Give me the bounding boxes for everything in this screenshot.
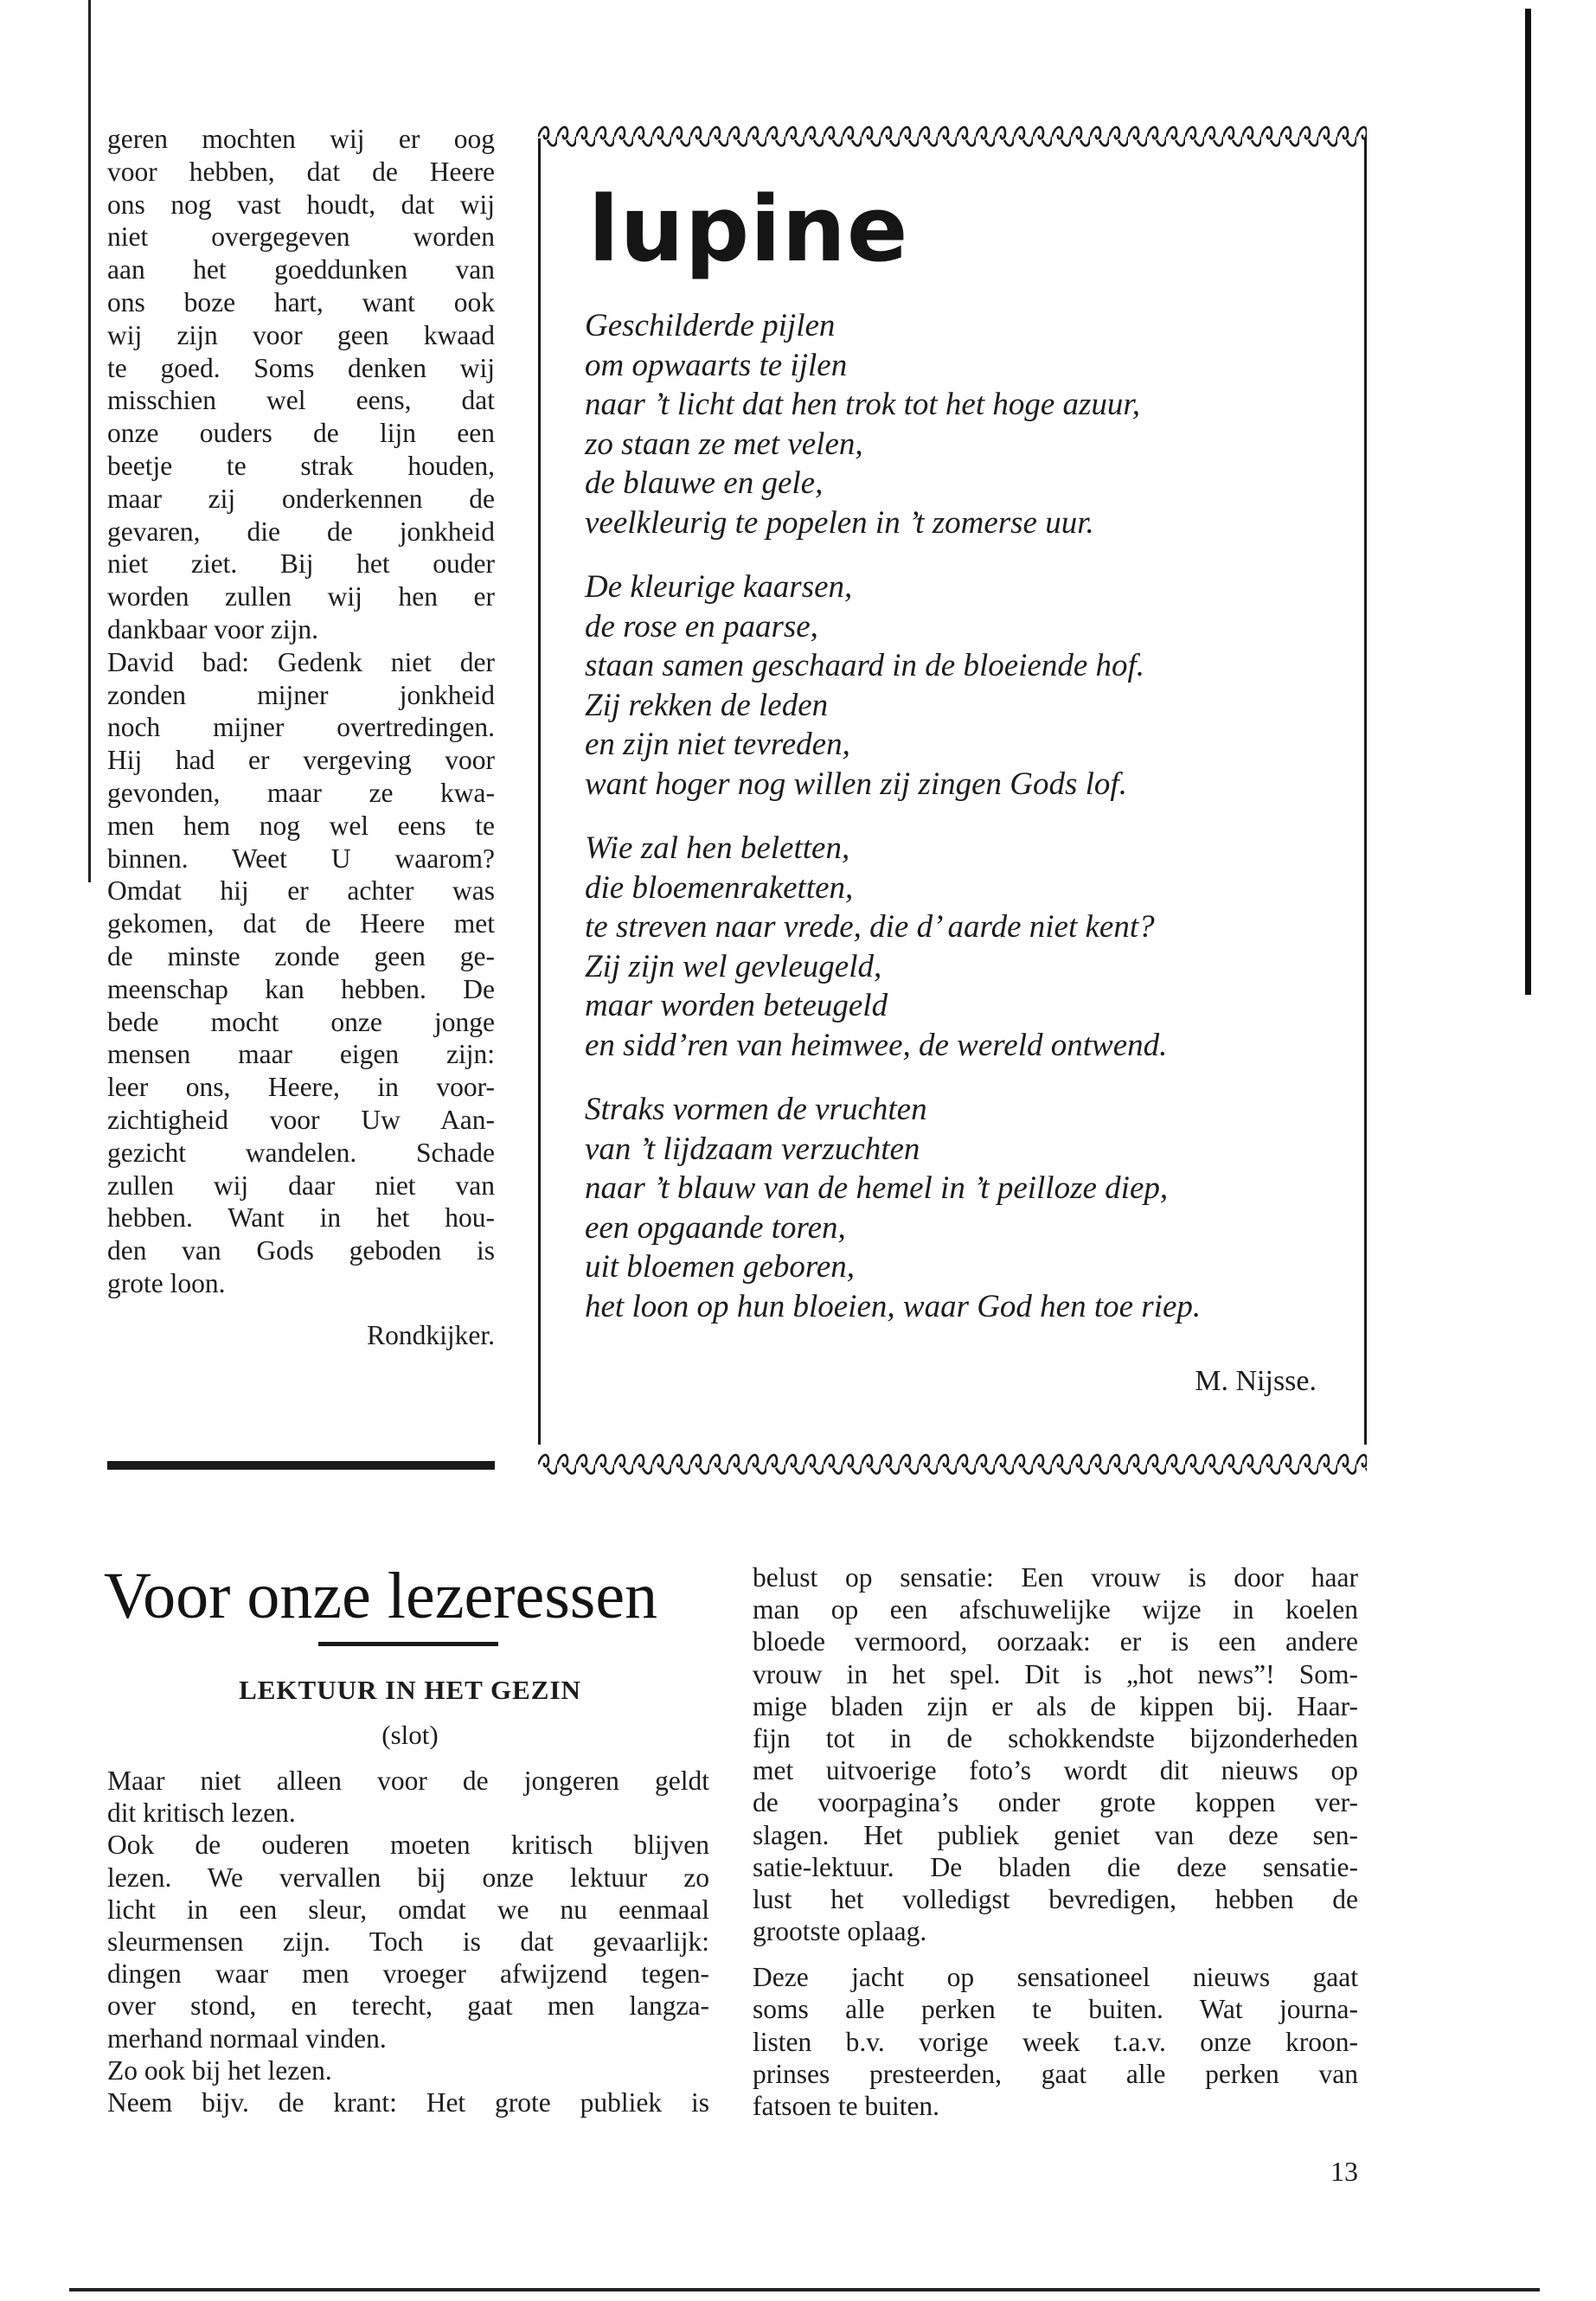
text-line: geren mochten wij er oog — [107, 124, 495, 154]
poem-title: lupine — [588, 176, 909, 282]
poem-line: zo staan ze met velen, — [585, 426, 863, 462]
text-line: ons nog vast houdt, dat wij — [107, 189, 495, 220]
text-line: den van Gods geboden is — [107, 1235, 495, 1266]
poem-line: want hoger nog willen zij zingen Gods lof. — [585, 766, 1127, 802]
text-line: belust op sensatie: Een vrouw is door haar — [753, 1562, 1358, 1593]
article-subheading: LEKTUUR IN HET GEZIN — [239, 1675, 581, 1705]
poem-line: een opgaande toren, — [585, 1209, 846, 1246]
poem-stanza — [585, 306, 1346, 542]
text-line: bloede vermoord, oorzaak: er is een andere — [753, 1626, 1358, 1657]
text-line: zullen wij daar niet van — [107, 1170, 495, 1201]
text-line: listen b.v. vorige week t.a.v. onze kroon- — [753, 2026, 1358, 2057]
text-line: onze ouders de lijn een — [107, 418, 495, 449]
text-line: Hij had er vergeving voor — [107, 745, 495, 776]
text-line: ons boze hart, want ook — [107, 286, 495, 317]
text-line: aan het goeddunken van — [107, 254, 495, 285]
text-line: te goed. Soms denken wij — [107, 352, 495, 383]
text-line: merhand normaal vinden. — [107, 2022, 387, 2054]
text-line: fijn tot in de schokkendste bijzonderheden — [753, 1722, 1358, 1753]
text-line: grootste oplaag. — [753, 1916, 927, 1947]
text-line: slagen. Het publiek geniet van deze sen- — [753, 1819, 1358, 1850]
article-title: Voor onze lezeressen — [104, 1560, 658, 1632]
scan-edge-left — [88, 0, 91, 882]
poem-body — [585, 306, 1346, 1351]
text-line: meenschap kan hebben. De — [107, 973, 495, 1004]
text-line: de voorpagina’s onder grote koppen ver- — [753, 1787, 1358, 1818]
text-line: licht in een sleur, omdat we nu eenmaal — [107, 1894, 709, 1925]
poem-line: naar ’t licht dat hen trok tot het hoge azuur, — [585, 387, 1140, 422]
text-line: niet ziet. Bij het ouder — [107, 548, 495, 580]
text-line: Omdat hij er achter was — [107, 875, 495, 907]
poem-line: naar ’t blauw van de hemel in ’t peilloze diep, — [585, 1170, 1169, 1206]
text-line: voor hebben, dat de Heere — [107, 156, 495, 187]
article-part-label: (slot) — [381, 1720, 439, 1750]
text-line: beetje te strak houden, — [107, 450, 495, 481]
text-line: worden zullen wij hen er — [107, 581, 495, 612]
scan-edge-bottom — [69, 2288, 1540, 2291]
poem-line: staan samen geschaard in de bloeiende hof. — [585, 648, 1145, 683]
poem-line: om opwaarts te ijlen — [585, 347, 848, 383]
text-line: gevaren, die de jonkheid — [107, 516, 495, 547]
poem-line: Zij rekken de leden — [585, 687, 829, 723]
text-line: Deze jacht op sensationeel nieuws gaat — [753, 1962, 1358, 1993]
scan-edge-right — [1525, 9, 1531, 995]
text-line: noch mijner overtredingen. — [107, 712, 495, 743]
page-number: 13 — [1330, 2156, 1358, 2187]
text-line: Ook de ouderen moeten kritisch blijven — [107, 1830, 709, 1861]
text-line: binnen. Weet U waarom? — [107, 843, 495, 874]
text-line: lust het volledigst bevredigen, hebben de — [753, 1883, 1358, 1914]
text-line: mige bladen zijn er als de kippen bij. Haar- — [753, 1690, 1358, 1721]
text-line: wij zijn voor geen kwaad — [107, 319, 495, 350]
text-line: de minste zonde geen ge- — [107, 940, 495, 971]
column-end-rule — [107, 1461, 495, 1470]
poem-author: M. Nijsse. — [1195, 1365, 1317, 1397]
poem-line: en zijn niet tevreden, — [585, 727, 850, 762]
left-column-text — [107, 123, 495, 1351]
poem-line: en sidd’ren van heimwee, de wereld ontwend. — [585, 1027, 1168, 1063]
ornamental-border-bottom — [538, 1449, 1367, 1480]
text-line: hebben. Want in het hou- — [107, 1202, 495, 1234]
text-line: niet overgegeven worden — [107, 221, 495, 253]
text-line: sleurmensen zijn. Toch is dat gevaarlijk: — [107, 1926, 709, 1957]
text-line: gezicht wandelen. Schade — [107, 1137, 495, 1168]
poem-line: de rose en paarse, — [585, 608, 818, 644]
title-underline — [318, 1642, 498, 1646]
text-line: fatsoen te buiten. — [753, 2091, 940, 2121]
text-line: gevonden, maar ze kwa- — [107, 777, 495, 808]
poem-stanza — [585, 567, 1346, 804]
poem-line: Straks vormen de vruchten — [585, 1092, 927, 1127]
text-line: over stond, en terecht, gaat men langza- — [107, 1990, 709, 2022]
article-right-column — [753, 1561, 1358, 2122]
text-line: Maar niet alleen voor de jongeren geldt — [107, 1766, 709, 1796]
poem-line: Zij zijn wel gevleugeld, — [585, 948, 882, 984]
poem-line: de blauwe en gele, — [585, 465, 824, 501]
text-line: prinses presteerden, gaat alle perken van — [753, 2058, 1358, 2089]
poem-line: het loon op hun bloeien, waar God hen toe riep. — [585, 1288, 1202, 1324]
text-line: grote loon. — [107, 1267, 226, 1298]
poem-line: maar worden beteugeld — [585, 988, 888, 1023]
text-line: leer ons, Heere, in voor- — [107, 1072, 495, 1103]
poem-line: uit bloemen geboren, — [585, 1249, 856, 1285]
ornamental-border-top — [538, 121, 1367, 152]
text-line: zonden mijner jonkheid — [107, 679, 495, 710]
poem-line: van ’t lijdzaam verzuchten — [585, 1131, 920, 1167]
signature: Rondkijker. — [367, 1319, 495, 1350]
poem-stanza — [585, 1090, 1346, 1326]
poem-line: Geschilderde pijlen — [585, 308, 836, 343]
text-line: Zo ook bij het lezen. — [107, 2054, 332, 2086]
text-line: met uitvoerige foto’s wordt dit nieuws op — [753, 1755, 1358, 1786]
text-line: gekomen, dat de Heere met — [107, 908, 495, 939]
poem-line: veelkleurig te popelen in ’t zomerse uur. — [585, 504, 1094, 541]
text-line: satie-lektuur. De bladen die deze sensatie- — [753, 1851, 1358, 1882]
text-line: zichtigheid voor Uw Aan- — [107, 1104, 495, 1135]
text-line: lezen. We vervallen bij onze lektuur zo — [107, 1862, 709, 1893]
paragraph-gap — [753, 1947, 1358, 1961]
article-left-column — [107, 1765, 709, 2118]
text-line: bede mocht onze jonge — [107, 1006, 495, 1037]
text-line: maar zij onderkennen de — [107, 483, 495, 514]
text-line: mensen maar eigen zijn: — [107, 1039, 495, 1070]
poem-line: De kleurige kaarsen, — [585, 569, 853, 605]
text-line: soms alle perken te buiten. Wat journa- — [753, 1994, 1358, 2025]
text-line: dankbaar voor zijn. — [107, 613, 319, 644]
poem-line: Wie zal hen beletten, — [585, 830, 850, 866]
text-line: misschien wel eens, dat — [107, 385, 495, 416]
poem-line: te streven naar vrede, die d’ aarde niet kent? — [585, 909, 1155, 945]
poem-line: die bloemenraketten, — [585, 869, 854, 906]
text-line: dingen waar men vroeger afwijzend tegen- — [107, 1958, 709, 1990]
text-line: David bad: Gedenk niet der — [107, 646, 495, 677]
text-line: dit kritisch lezen. — [107, 1798, 296, 1829]
text-line: vrouw in het spel. Dit is „hot news”! Som- — [753, 1658, 1358, 1689]
text-line: men hem nog wel eens te — [107, 810, 495, 841]
poem-stanza — [585, 829, 1346, 1065]
text-line: Neem bijv. de krant: Het grote publiek is — [107, 2086, 709, 2118]
text-line: man op een afschuwelijke wijze in koelen — [753, 1594, 1358, 1625]
